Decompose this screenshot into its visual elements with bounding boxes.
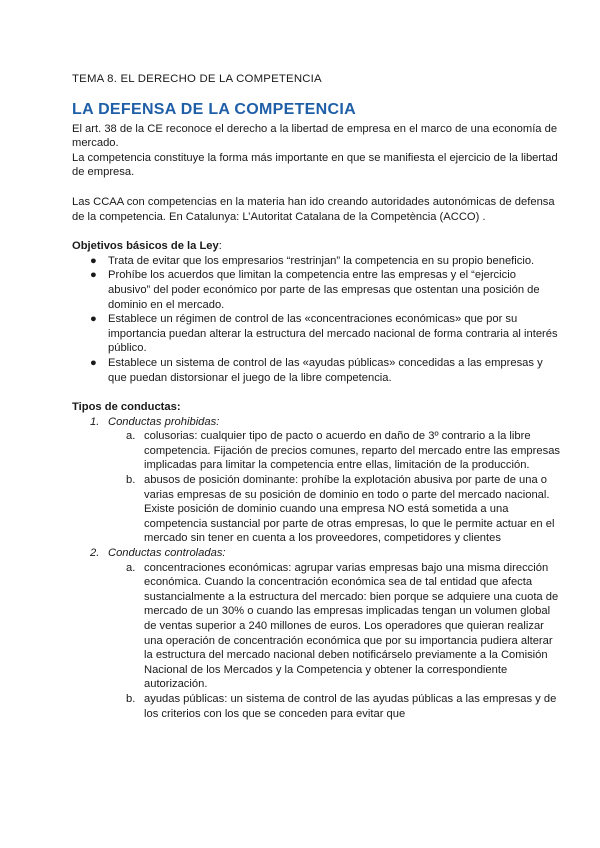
list-item-text: Establece un sistema de control de las «ayudas públicas» concedidas a las empresas y que puedan distorsionar el juego de la libre competencia. [108, 356, 543, 384]
bullet-icon: ● [90, 254, 97, 267]
sub-item-text: concentraciones económicas: agrupar varias empresas bajo una misma dirección económica. Cuando la concentración económica sea de tal entidad que afecta sustancialmente a la estructura del mercado: bien porque se adquiere una cuota de mercado de un 30% o cuando las empresas implicadas tengan un volumen global de ventas superior a 240 millones de euros. Los operadores que quieran realizar una operación de concentración económica que por su importancia pudiera alterar la estructura del mercado nacional deben notificárselo previamente a la Comisión Nacional de los Mercados y la Competencia y obtener la correspondiente autorización. [144, 561, 559, 691]
bullet-icon: ● [90, 356, 97, 369]
sub-item-letter: b. [126, 474, 136, 487]
intro-paragraph-1: El art. 38 de la CE reconoce el derecho a la libertad de empresa en el marco de una economía de mercado. [72, 122, 558, 150]
sub-item-text: colusorias: cualquier tipo de pacto o acuerdo en daño de 3º contrario a la libre competencia. Fijación de precios comunes, reparto del mercado entre las empresas implicadas para limitar la competencia entre ellas, limitación de la producción. [144, 430, 561, 472]
bullet-icon: ● [90, 269, 97, 282]
section-title: LA DEFENSA DE LA COMPETENCIA [72, 100, 356, 118]
ccaa-paragraph: Las CCAA con competencias en la materia han ido creando autoridades autonómicas de defensa de la competencia. En Catalunya: L’Autoritat Catalana de la Competència (ACCO) . [72, 195, 555, 223]
tipos-heading: Tipos de conductas: [72, 401, 181, 414]
tipos-group-1 [72, 415, 560, 430]
sub-item [72, 429, 560, 473]
sub-item [72, 692, 560, 721]
sub-item-letter: b. [126, 692, 136, 705]
tipos-group-2 [72, 546, 560, 561]
list-item-text: Trata de evitar que los empresarios “restrinjan” la competencia en su propio beneficio. [108, 254, 535, 267]
sub-item [72, 561, 560, 692]
bullet-icon: ● [90, 313, 97, 326]
list-item [72, 254, 560, 269]
document-header: TEMA 8. EL DERECHO DE LA COMPETENCIA [72, 73, 322, 85]
group-number: 1. [90, 415, 100, 428]
sub-item-text: abusos de posición dominante: prohíbe la explotación abusiva por parte de una o varias empresas de su posición de dominio en todo o parte del mercado nacional. Existe posición de dominio cuando una empresa NO está sometida a una competencia sustancial por parte de otras empresas, lo que le permite actuar en el mercado sin tener en cuenta a los proveedores, competidores y clientes [144, 474, 555, 545]
list-item-text: Prohíbe los acuerdos que limitan la competencia entre las empresas y el “ejercicio abusivo” del poder económico por parte de las empresas que ostentan una posición de dominio en el mercado. [108, 269, 540, 311]
list-item [72, 268, 560, 312]
list-item [72, 312, 560, 356]
sub-item-letter: a. [126, 430, 136, 443]
sub-item-text: ayudas públicas: un sistema de control de las ayudas públicas a las empresas y de los criterios con los que se conceden para evitar que [144, 692, 557, 720]
objetivos-heading-text: Objetivos básicos de la Ley [72, 240, 219, 253]
objetivos-list [72, 254, 560, 385]
sub-item-letter: a. [126, 561, 136, 574]
list-item-text: Establece un régimen de control de las «concentraciones económicas» que por su importancia puedan alterar la estructura del mercado nacional de forma contraria al interés público. [108, 313, 558, 355]
group-label: Conductas controladas: [108, 547, 226, 560]
group-label: Conductas prohibidas: [108, 415, 220, 428]
group-number: 2. [90, 547, 100, 560]
objetivos-heading-colon: : [218, 240, 222, 253]
sub-item [72, 473, 560, 546]
list-item [72, 356, 560, 385]
objetivos-heading [72, 239, 560, 254]
intro-paragraph-2: La competencia constituye la forma más importante en que se manifiesta el ejercicio de la libertad de empresa. [72, 151, 558, 179]
